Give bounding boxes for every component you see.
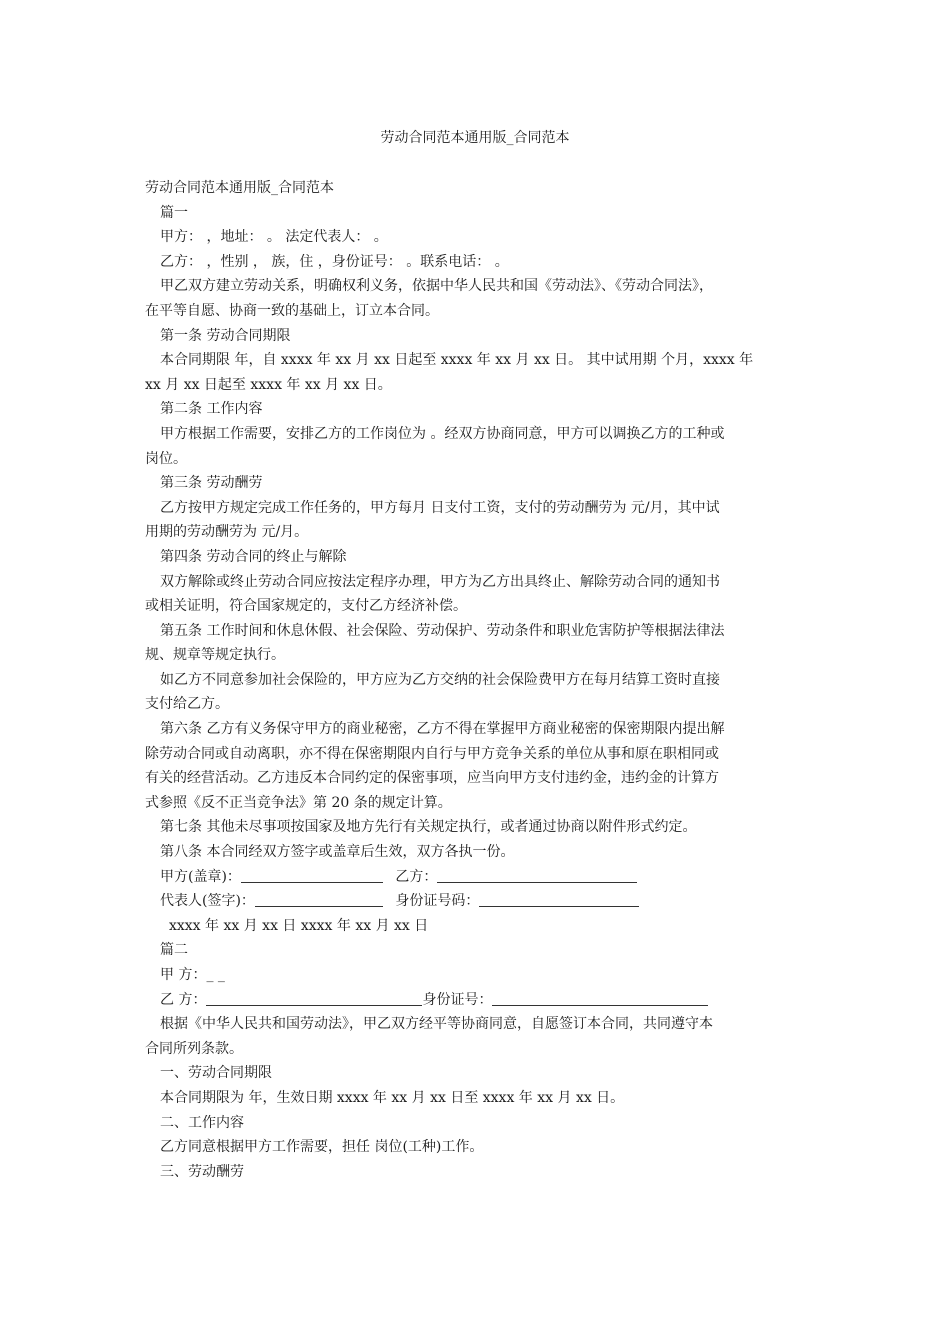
paragraph-line: 第五条 工作时间和休息休假、社会保险、劳动保护、劳动条件和职业危害防护等根据法律法 bbox=[160, 622, 725, 639]
article-title: 第一条 劳动合同期限 bbox=[160, 327, 291, 344]
id-no-blank bbox=[479, 892, 639, 907]
paragraph-line: 如乙方不同意参加社会保险的，甲方应为乙方交纳的社会保险费甲方在每月结算工资时直接 bbox=[160, 671, 720, 688]
paragraph-line: 或相关证明，符合国家规定的，支付乙方经济补偿。 bbox=[145, 598, 467, 615]
id-label: 身份证号： bbox=[422, 991, 493, 1008]
paragraph-line: 第六条 乙方有义务保守甲方的商业秘密，乙方不得在掌握甲方商业秘密的保密期限内提出解 bbox=[160, 721, 725, 738]
sign-b-label: 乙方： bbox=[395, 868, 438, 885]
signature-row-rep bbox=[145, 889, 810, 914]
signature-row-parties bbox=[145, 865, 810, 890]
paragraph-line: 本合同期限 年，自 xxxx 年 xx 月 xx 日起至 xxxx 年 xx 月 xx 日。 其中试用期 个月，xxxx 年 bbox=[160, 352, 754, 369]
article-title: 第二条 工作内容 bbox=[160, 401, 263, 418]
party-b-label: 乙 方： bbox=[160, 991, 207, 1008]
paragraph-line: 甲方根据工作需要，安排乙方的工作岗位为 。经双方协商同意，甲方可以调换乙方的工种或 bbox=[160, 425, 725, 442]
paragraph-line: 双方解除或终止劳动合同应按法定程序办理，甲方为乙方出具终止、解除劳动合同的通知书 bbox=[160, 573, 720, 590]
article-title: 第四条 劳动合同的终止与解除 bbox=[160, 548, 347, 565]
section-heading-part1: 篇一 bbox=[160, 204, 188, 221]
article-title: 二、工作内容 bbox=[160, 1114, 244, 1131]
rep-label: 代表人(签字)： bbox=[160, 893, 255, 910]
sign-a-label: 甲方(盖章)： bbox=[160, 868, 241, 885]
document-body bbox=[145, 176, 810, 1184]
party-b-line bbox=[145, 988, 810, 1013]
id-no-label: 身份证号码： bbox=[395, 893, 480, 910]
paragraph-line: 用期的劳动酬劳为 元/月。 bbox=[145, 524, 309, 541]
paragraph-line: 岗位。 bbox=[145, 450, 187, 467]
paragraph-line: 有关的经营活动。乙方违反本合同约定的保密事项，应当向甲方支付违约金，违约金的计算方 bbox=[145, 770, 719, 787]
article-title: 第三条 劳动酬劳 bbox=[160, 475, 263, 492]
sign-b-blank bbox=[437, 868, 637, 883]
id-blank bbox=[492, 991, 708, 1006]
paragraph-line: 第八条 本合同经双方签字或盖章后生效，双方各执一份。 bbox=[160, 844, 515, 861]
paragraph-line: 第七条 其他未尽事项按国家及地方先行有关规定执行，或者通过协商以附件形式约定。 bbox=[160, 819, 697, 836]
paragraph-line: 式参照《反不正当竞争法》第 20 条的规定计算。 bbox=[145, 794, 452, 811]
paragraph-line: 根据《中华人民共和国劳动法》，甲乙双方经平等协商同意，自愿签订本合同，共同遵守本 bbox=[160, 1016, 713, 1033]
sign-a-blank bbox=[241, 868, 383, 883]
paragraph-line: 乙方同意根据甲方工作需要，担任 岗位(工种)工作。 bbox=[160, 1139, 484, 1156]
paragraph-line: 规、规章等规定执行。 bbox=[145, 647, 285, 664]
paragraph-line: xx 月 xx 日起至 xxxx 年 xx 月 xx 日。 bbox=[145, 376, 392, 393]
article-title: 一、劳动合同期限 bbox=[160, 1065, 272, 1082]
paragraph-line: 乙方按甲方规定完成工作任务的，甲方每月 日支付工资，支付的劳动酬劳为 元/月，其中试 bbox=[160, 499, 720, 516]
party-b-line: 乙方： ，性别 ， 族，住 ，身份证号： 。联系电话： 。 bbox=[160, 253, 509, 270]
party-a-line: 甲 方：_ _ bbox=[160, 967, 225, 983]
article-title: 三、劳动酬劳 bbox=[160, 1163, 244, 1180]
section-heading-part2: 篇二 bbox=[160, 942, 188, 959]
paragraph-line: 除劳动合同或自动离职，亦不得在保密期限内自行与甲方竞争关系的单位从事和原在职相同或 bbox=[145, 745, 719, 762]
paragraph-line: 合同所列条款。 bbox=[145, 1040, 243, 1057]
paragraph-line: 甲乙双方建立劳动关系，明确权利义务，依据中华人民共和国《劳动法》、《劳动合同法》， bbox=[160, 278, 713, 295]
paragraph-line: 本合同期限为 年，生效日期 xxxx 年 xx 月 xx 日至 xxxx 年 xx 月 xx 日。 bbox=[160, 1089, 625, 1106]
rep-blank bbox=[255, 892, 383, 907]
party-b-blank bbox=[206, 991, 422, 1006]
page-title: 劳动合同范本通用版_合同范本 bbox=[380, 130, 570, 146]
paragraph-line: 在平等自愿、协商一致的基础上，订立本合同。 bbox=[145, 302, 439, 319]
signature-dates: xxxx 年 xx 月 xx 日 xxxx 年 xx 月 xx 日 bbox=[169, 917, 429, 934]
paragraph-line: 支付给乙方。 bbox=[145, 696, 229, 713]
party-a-line: 甲方： ，地址： 。 法定代表人： 。 bbox=[160, 229, 388, 246]
subtitle: 劳动合同范本通用版_合同范本 bbox=[145, 180, 334, 196]
